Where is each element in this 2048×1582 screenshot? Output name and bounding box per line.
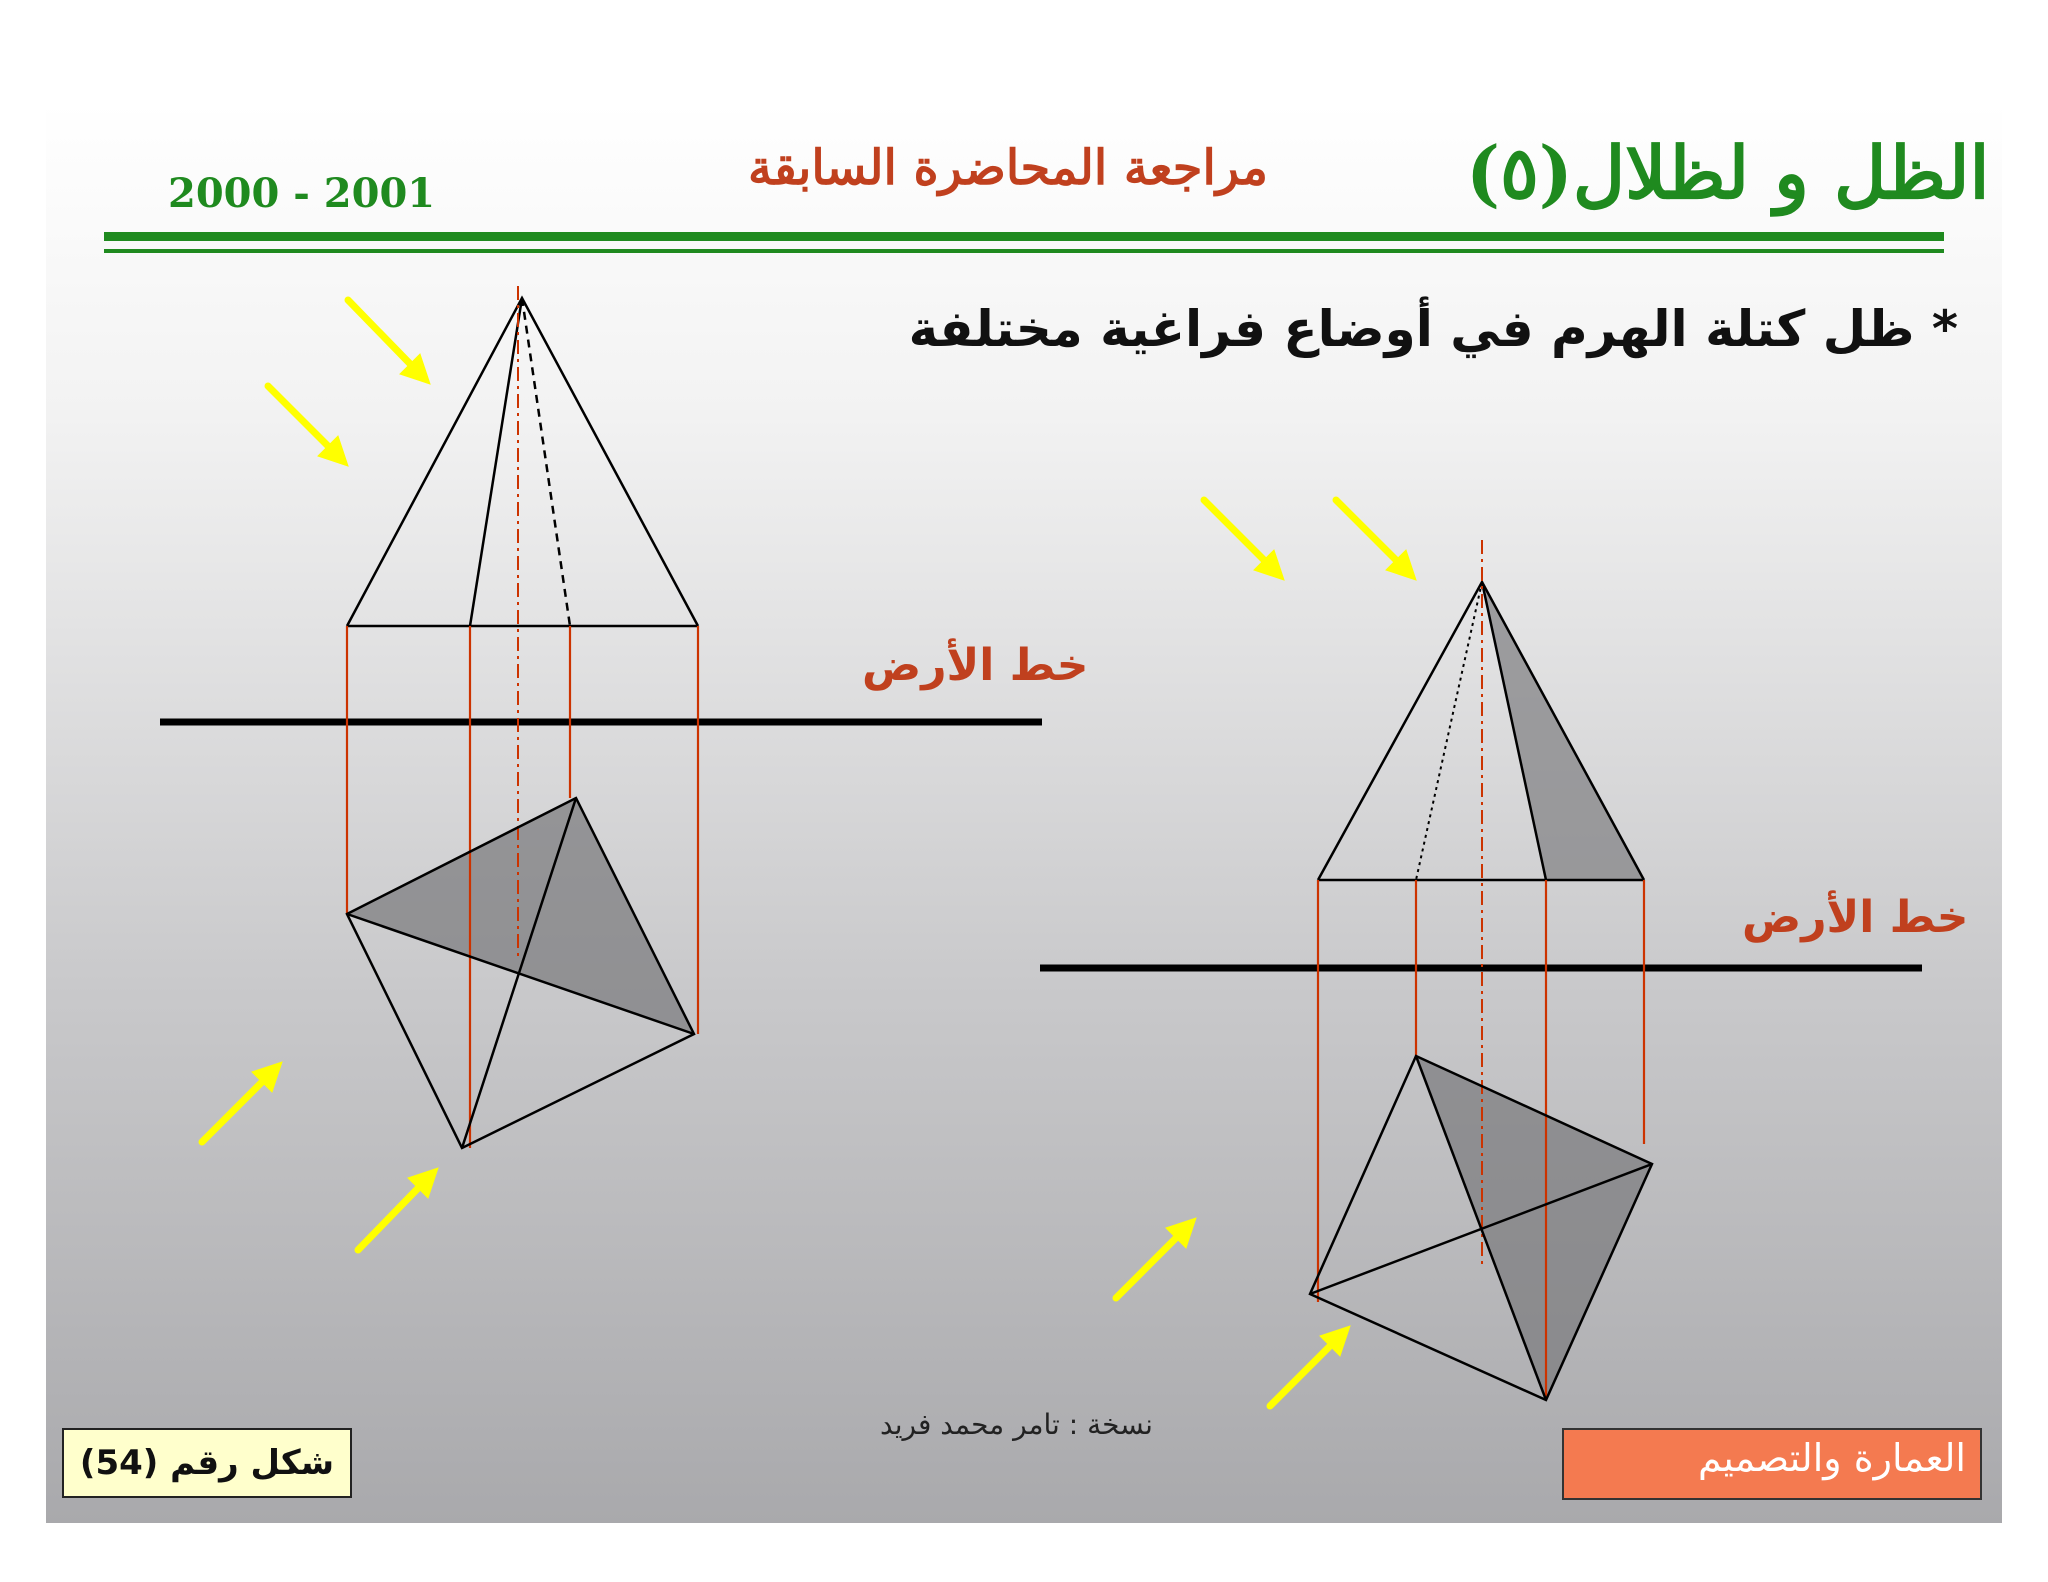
figure-number-box	[62, 1428, 352, 1498]
light-arrow-icon	[202, 1074, 270, 1142]
light-arrow-icon	[1204, 500, 1272, 568]
light-arrow-icon	[1270, 1338, 1338, 1406]
pyramid-hidden-edge-right	[1416, 582, 1482, 880]
light-arrow-icon	[1116, 1230, 1184, 1298]
lecture-subtitle: مراجعة المحاضرة السابقة	[748, 140, 1269, 196]
credit-text: نسخة : تامر محمد فريد	[880, 1408, 1153, 1441]
shadow-plan-right	[1416, 1056, 1652, 1400]
header-rule-thin	[104, 249, 1944, 253]
light-arrow-icon	[1336, 500, 1404, 568]
left-pyramid-diagram	[160, 286, 1042, 1250]
right-pyramid-diagram	[1040, 500, 1922, 1406]
header-rule-thick	[104, 232, 1944, 241]
slide-heading: * ظل كتلة الهرم في أوضاع فراغية مختلفة	[908, 300, 1958, 358]
light-arrow-icon	[268, 386, 336, 454]
logo-box	[1562, 1428, 1982, 1500]
main-title: الظل و لظلال(٥)	[1466, 130, 1990, 215]
ground-line-label-right: خط الأرض	[1742, 892, 1969, 943]
figure-number-label: شكل رقم (54)	[79, 1443, 335, 1483]
light-arrow-icon	[348, 300, 418, 372]
light-arrow-icon	[358, 1180, 426, 1250]
years-label: 2000 - 2001	[168, 170, 436, 217]
pyramid-elevation-left	[347, 298, 698, 626]
pyramid-hidden-edge-left	[522, 298, 570, 626]
ground-line-label-left: خط الأرض	[862, 640, 1089, 691]
shadow-plan-left	[347, 798, 694, 1034]
logo-text: ﺍﻟﻌﻤﺎﺭﺓ ﻭﺍﻟﺘﺼﻤﻴﻢ	[1698, 1436, 1966, 1480]
